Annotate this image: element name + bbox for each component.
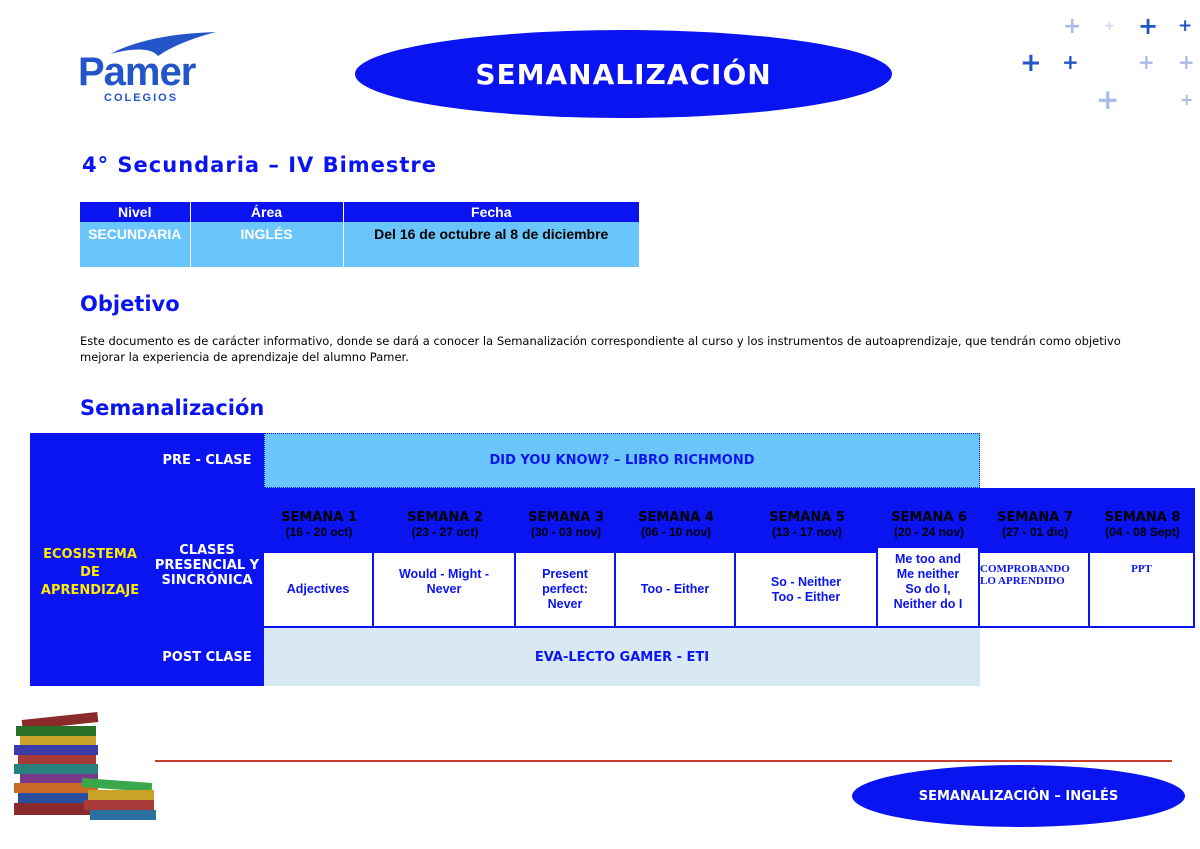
row-label-post: POST CLASE (150, 628, 264, 686)
topic-line: Never (547, 597, 583, 611)
plus-icon: + (1178, 16, 1193, 36)
logo-wordmark: Pamer (78, 50, 196, 94)
value-nivel: SECUNDARIA (80, 222, 190, 267)
week-name: SEMANA 6 (891, 510, 967, 525)
topic-line: Would - Might - (398, 567, 489, 581)
row-label-line: SINCRÓNICA (161, 573, 253, 588)
footer-divider (155, 760, 1172, 762)
plus-icon: + (1138, 12, 1159, 40)
week-header (736, 505, 878, 545)
schedule-grid (30, 433, 1195, 686)
value-area: INGLÉS (190, 222, 343, 267)
semanalizacion-heading: Semanalización (80, 396, 265, 420)
header-fecha: Fecha (343, 202, 640, 222)
page-title-banner (355, 30, 892, 118)
week-topic (1090, 553, 1195, 628)
post-class-content: EVA-LECTO GAMER - ETI (264, 628, 980, 686)
info-table (80, 202, 640, 267)
topic-line: Never (426, 582, 462, 596)
row-label-pre: PRE - CLASE (150, 433, 264, 488)
plus-icon: + (1063, 14, 1082, 39)
week-name: SEMANA 4 (638, 510, 714, 525)
week-name: SEMANA 5 (769, 510, 845, 525)
plus-icon: + (1138, 50, 1155, 74)
pamer-logo (78, 30, 228, 110)
week-name: SEMANA 8 (1104, 510, 1181, 525)
footer-banner (852, 765, 1185, 827)
week-topic (616, 553, 736, 628)
row-label-line: PRESENCIAL Y (154, 558, 260, 573)
header-nivel: Nivel (80, 202, 190, 222)
topic-line: Too - Either (771, 589, 841, 604)
ecosystem-label-line: DE (80, 565, 100, 580)
week-dates: (06 - 10 nov) (640, 525, 712, 539)
week-topic (878, 548, 980, 628)
objetivo-heading: Objetivo (80, 292, 180, 316)
week-header (374, 505, 516, 545)
ecosystem-label-line: APRENDIZAJE (40, 583, 140, 598)
week-header (878, 505, 980, 545)
week-topic (374, 553, 516, 628)
topic-line: Me neither (896, 567, 960, 581)
grade-heading: 4° Secundaria – IV Bimestre (82, 153, 438, 177)
footer-label: SEMANALIZACIÓN – INGLÉS (918, 788, 1119, 804)
topic-line: PPT (1131, 563, 1152, 575)
plus-icon: + (1178, 50, 1195, 74)
books-stack-icon (10, 710, 160, 830)
week-topic (264, 553, 374, 628)
info-table-header-row (80, 202, 640, 222)
topic-line: Present (542, 567, 588, 581)
week-header (1090, 505, 1195, 545)
plus-icon: + (1096, 83, 1120, 116)
week-dates: (23 - 27 oct) (411, 525, 479, 539)
ecosystem-label (30, 533, 150, 613)
week-dates: (04 - 08 Sept) (1105, 525, 1180, 539)
topic-line: perfect: (542, 582, 588, 596)
week-dates: (20 - 24 nov) (893, 525, 965, 539)
row-label-line: CLASES (179, 543, 235, 558)
value-fecha: Del 16 de octubre al 8 de diciembre (343, 222, 640, 267)
topic-line: COMPROBANDO (980, 563, 1070, 575)
week-header (264, 505, 374, 545)
week-header (980, 505, 1090, 545)
topic-line: Adjectives (286, 582, 350, 596)
week-topic (516, 553, 616, 628)
topic-line: LO APRENDIDO (980, 575, 1065, 587)
blank-corner (980, 433, 1195, 488)
week-name: SEMANA 1 (281, 510, 357, 525)
week-name: SEMANA 7 (997, 510, 1073, 525)
header-area: Área (190, 202, 343, 222)
ecosystem-label-line: ECOSISTEMA (43, 547, 137, 562)
topic-line: Me too and (895, 552, 961, 566)
topic-line: So do I, (905, 582, 951, 596)
plus-icon: + (1020, 48, 1042, 78)
topic-line: So - Neither (770, 574, 842, 589)
week-dates: (13 - 17 nov) (771, 525, 843, 539)
plus-icon: + (1180, 90, 1194, 109)
plus-icon: + (1104, 19, 1115, 34)
week-dates: (27 - 01 dic) (1001, 525, 1069, 539)
plus-icon: + (1062, 50, 1079, 74)
week-name: SEMANA 3 (528, 510, 604, 525)
topic-line: Too - Either (640, 582, 710, 596)
week-topic (980, 553, 1090, 628)
info-table-row (80, 222, 640, 267)
page-title: SEMANALIZACIÓN (475, 57, 772, 91)
week-header (516, 505, 616, 545)
week-header (616, 505, 736, 545)
week-name: SEMANA 2 (407, 510, 483, 525)
pre-class-content: DID YOU KNOW? – LIBRO RICHMOND (264, 433, 980, 488)
week-topic (736, 553, 878, 628)
logo-subtitle: COLEGIOS (104, 92, 179, 104)
blank-corner-bottom (980, 628, 1195, 686)
week-dates: (16 - 20 oct) (285, 525, 353, 539)
objetivo-text: Este documento es de carácter informativo, donde se dará a conocer la Semanalización correspondiente al curso y los instrumentos de autoaprendizaje, que tendrán como objetivo mejorar la experiencia de aprendizaje del alumno Pamer. (80, 334, 1121, 364)
row-label-clases (150, 533, 264, 598)
topic-line: Neither do I (893, 597, 963, 611)
week-dates: (30 - 03 nov) (530, 525, 602, 539)
